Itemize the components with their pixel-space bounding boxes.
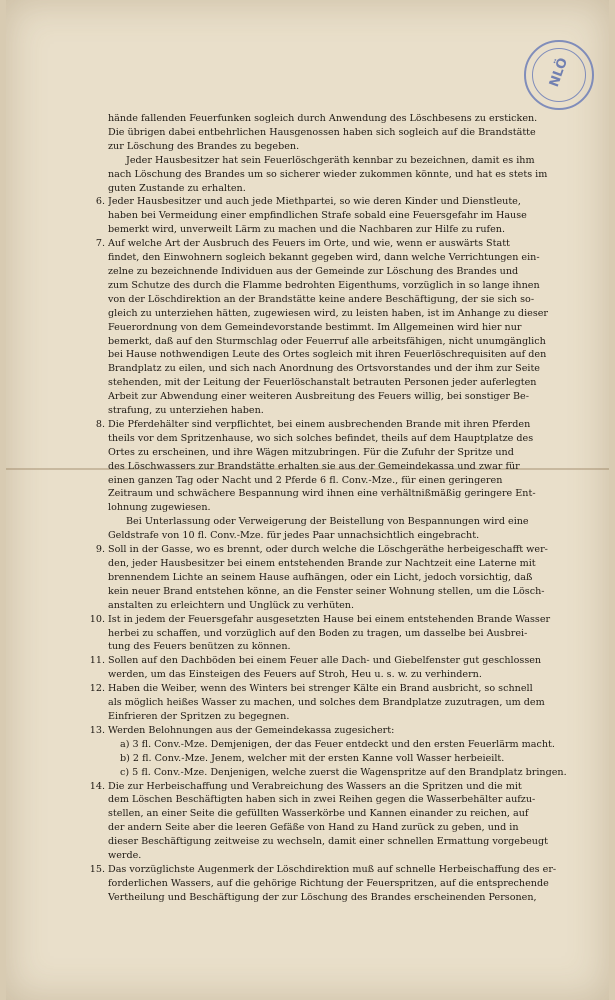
text-line: Ortes zu erscheinen, und ihre Wägen mitzubringen. Für die Zufuhr der Spritze und: [108, 446, 514, 458]
paragraph-number: 6.: [95, 196, 105, 208]
numbered-paragraph: [89, 682, 574, 724]
text-line: tung des Feuers benützen zu können.: [108, 641, 291, 653]
text-line: der andern Seite aber die leeren Gefäße von Hand zu Hand zurück zu geben, und in: [108, 822, 519, 834]
text-line: bemerkt, daß auf den Sturmschlag oder Feuerruf alle arbeitsfähigen, nicht unumgänglich: [108, 335, 546, 347]
paragraph-number: 11.: [89, 655, 105, 667]
text-line: zur Löschung des Brandes zu begeben.: [108, 140, 300, 152]
text-line: des Löschwassers zur Brandstätte erhalten sie aus der Gemeindekassa und zwar für: [108, 460, 520, 472]
text-line: lohnung zugewiesen.: [108, 502, 211, 514]
text-line: dieser Beschäftigung zeitweise zu wechseln, damit einer schnellen Ermattung vorgebeugt: [108, 836, 548, 848]
paragraph-number: 8.: [95, 418, 105, 430]
text-line: Soll in der Gasse, wo es brennt, oder durch welche die Löschgeräthe herbeigeschafft wer-: [108, 544, 548, 556]
text-line: strafung, zu unterziehen haben.: [108, 405, 264, 417]
text-line: findet, den Einwohnern sogleich bekannt gegeben wird, dann welche Verrichtungen ein-: [108, 252, 540, 264]
text-line: Arbeit zur Abwendung einer weiteren Ausbreitung des Feuers willig, bei sonstiger Be-: [108, 391, 529, 403]
text-line: Haben die Weiber, wenn des Winters bei strenger Kälte ein Brand ausbricht, so schnell: [108, 683, 533, 695]
library-stamp: [524, 40, 594, 110]
text-line: Auf welche Art der Ausbruch des Feuers im Orte, und wie, wenn er auswärts Statt: [108, 238, 510, 250]
paragraph-number: 9.: [95, 544, 105, 556]
continued-paragraph: [108, 112, 574, 154]
text-line: stellen, an einer Seite die gefüllten Wasserkörbe und Kannen einander zu reichen, auf: [108, 808, 529, 820]
paragraph: [108, 154, 574, 196]
text-line: herbei zu schaffen, und vorzüglich auf den Boden zu tragen, um dasselbe bei Ausbrei-: [108, 627, 528, 639]
text-line: zelne zu bezeichnende Individuen aus der Gemeinde zur Löschung des Brandes und: [108, 265, 519, 277]
text-line: b) 2 fl. Conv.-Mze. Jenem, welcher mit der ersten Kanne voll Wasser herbeieilt.: [120, 752, 505, 764]
text-line: guten Zustande zu erhalten.: [108, 182, 246, 194]
document-page: [6, 0, 609, 1000]
paragraph: [108, 515, 574, 543]
text-line: von der Löschdirektion an der Brandstätte keine andere Beschäftigung, der sie sich so-: [108, 293, 535, 305]
text-line: bemerkt wird, unverweilt Lärm zu machen und die Nachbaren zur Hilfe zu rufen.: [108, 224, 506, 236]
text-line: kein neuer Brand entstehen könne, an die Fenster seiner Wohnung stellen, um die Lösch-: [108, 585, 545, 597]
numbered-paragraph: [95, 237, 574, 418]
text-line: Werden Belohnungen aus der Gemeindekassa zugesichert:: [108, 724, 395, 736]
text-line: den, jeder Hausbesitzer bei einem entstehenden Brande zur Nachtzeit eine Laterne mit: [108, 558, 536, 569]
text-line: bei Hause nothwendigen Leute des Ortes sogleich mit ihren Feuerlöschrequisiten auf den: [108, 349, 547, 361]
text-line: Bei Unterlassung oder Verweigerung der Beistellung von Bespannungen wird eine: [126, 516, 529, 528]
text-line: anstalten zu erleichtern und Unglück zu verhüten.: [108, 599, 355, 611]
text-line: c) 5 fl. Conv.-Mze. Denjenigen, welche zuerst die Wagenspritze auf den Brandplatz bringen.: [120, 766, 567, 778]
text-line: dem Löschen Beschäftigten haben sich in zwei Reihen gegen die Wasserbehälter aufzu-: [108, 794, 536, 806]
text-line: a) 3 fl. Conv.-Mze. Demjenigen, der das Feuer entdeckt und den ersten Feuerlärm macht.: [120, 738, 555, 750]
text-line: Ist in jedem der Feuersgefahr ausgesetzten Hause bei einem entstehenden Brande Wasser: [108, 613, 551, 625]
numbered-paragraph: [89, 724, 574, 738]
numbered-paragraph: [95, 418, 574, 515]
stamp-mark: NLÖ: [546, 55, 572, 90]
text-line: werde.: [108, 850, 142, 862]
paragraph-number: 7.: [95, 238, 105, 250]
text-line: Vertheilung und Beschäftigung der zur Löschung des Brandes erscheinenden Personen,: [108, 891, 537, 903]
text-line: Brandplatz zu eilen, und sich nach Anordnung des Ortsvorstandes und der ihm zur Seite: [108, 363, 540, 375]
text-line: stehenden, mit der Leitung der Feuerlöschanstalt betrauten Personen jeder auferlegten: [108, 377, 537, 389]
numbered-paragraph: [95, 195, 574, 237]
text-line: Einfrieren der Spritzen zu begegnen.: [108, 710, 290, 722]
text-line: gleich zu unterziehen hätten, zugewiesen wird, zu leisten haben, ist im Anhange zu dieser: [108, 307, 549, 319]
text-line: zum Schutze des durch die Flamme bedrohten Eigenthums, vorzüglich in so lange ihnen: [108, 279, 540, 291]
text-line: hände fallenden Feuerfunken sogleich durch Anwendung des Löschbesens zu ersticken.: [108, 113, 538, 124]
text-line: brennendem Lichte an seinem Hause aufhängen, oder ein Licht, jedoch vorsichtig, daß: [108, 571, 533, 583]
text-line: Die übrigen dabei entbehrlichen Hausgenossen haben sich sogleich auf die Brandstätte: [108, 126, 536, 138]
text-line: Feuerordnung von dem Gemeindevorstande bestimmt. Im Allgemeinen wird hier nur: [108, 321, 522, 333]
text-line: werden, um das Einsteigen des Feuers auf Stroh, Heu u. s. w. zu verhindern.: [108, 669, 482, 681]
paragraph-number: 10.: [89, 613, 105, 625]
text-line: Jeder Hausbesitzer hat sein Feuerlöschgeräth kennbar zu bezeichnen, damit es ihm: [126, 154, 535, 166]
paragraph-number: 15.: [89, 863, 105, 875]
text-line: Die Pferdehälter sind verpflichtet, bei einem ausbrechenden Brande mit ihren Pferden: [108, 418, 531, 430]
reward-list: [108, 738, 574, 780]
text-line: Jeder Hausbesitzer und auch jede Miethpartei, so wie deren Kinder und Dienstleute,: [108, 196, 521, 208]
numbered-paragraph: [89, 654, 574, 682]
text-line: Sollen auf den Dachböden bei einem Feuer alle Dach- und Giebelfenster gut geschlossen: [108, 655, 542, 667]
text-line: Das vorzüglichste Augenmerk der Löschdirektion muß auf schnelle Herbeischaffung des er-: [108, 863, 557, 875]
numbered-paragraph: [89, 780, 574, 863]
text-line: forderlichen Wassers, auf die gehörige Richtung der Feuerspritzen, auf die entsprechende: [108, 877, 549, 889]
text-line: Geldstrafe von 10 fl. Conv.-Mze. für jedes Paar unnachsichtlich eingebracht.: [108, 530, 480, 542]
text-line: Die zur Herbeischaffung und Verabreichung des Wassers an die Spritzen und die mit: [108, 780, 522, 792]
numbered-paragraph: [89, 613, 574, 655]
text-line: theils vor dem Spritzenhause, wo sich solches befindet, theils auf dem Hauptplatze des: [108, 432, 534, 444]
text-line: nach Löschung des Brandes um so sicherer wieder zukommen könnte, und hat es stets im: [108, 168, 548, 180]
numbered-paragraph: [95, 543, 574, 613]
text-line: Zeitraum und schwächere Bespannung wird ihnen eine verhältnißmäßig geringere Ent-: [108, 488, 536, 500]
paragraph-number: 12.: [89, 683, 105, 695]
document-text: [89, 112, 574, 905]
text-line: haben bei Vermeidung einer empfindlichen Strafe sobald eine Feuersgefahr im Hause: [108, 210, 527, 222]
numbered-paragraph: [89, 863, 574, 905]
text-line: als möglich heißes Wasser zu machen, und solches dem Brandplatze zuzutragen, um dem: [108, 697, 545, 709]
paragraph-number: 13.: [89, 724, 105, 736]
paragraph-number: 14.: [89, 780, 105, 792]
text-line: einen ganzen Tag oder Nacht und 2 Pferde 6 fl. Conv.-Mze., für einen geringeren: [108, 474, 503, 486]
